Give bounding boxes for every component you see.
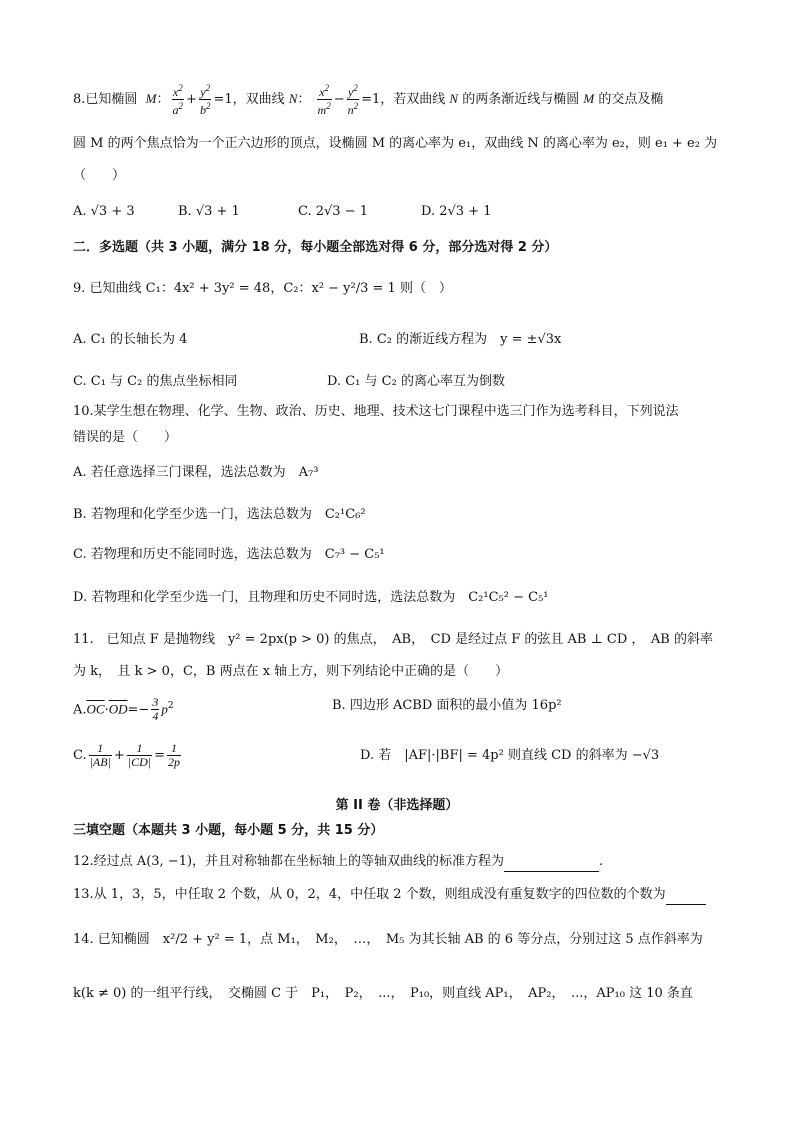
- q8-paren: （ ）: [73, 168, 126, 183]
- part-2-heading: 第 II 卷（非选择题）: [335, 798, 459, 813]
- q10-stem-1: 10.某学生想在物理、化学、生物、政治、历史、地理、技术这七门课程中选三门作为选考科目，下列说法: [73, 404, 679, 419]
- q13-text: 13.从 1，3，5，中任取 2 个数，从 0，2，4，中任取 2 个数，则组成没有重复数字的四位数的个数为: [73, 887, 666, 902]
- q9-option-b: B. C₂ 的渐近线方程为 y = ±√3x: [359, 332, 562, 347]
- q11-option-a: $A.\overline{OC}\cdot\overline{OD}=-$ $\frac{3}{4}$ $p^2$: [73, 695, 174, 724]
- q8-option-d: D. 2√3 + 1: [421, 204, 492, 219]
- q8-line2: 圆 M 的两个焦点恰为一个正六边形的顶点，设椭圆 M 的离心率为 e₁，双曲线 N 的离心率为 e₂，则 e₁ + e₂ 为: [73, 136, 718, 151]
- q13-answer-blank[interactable]: [666, 890, 706, 905]
- q10-stem-2: 错误的是（ ）: [73, 430, 178, 445]
- q11-option-c: C. $\frac{1}{|AB|}$ + $\frac{1}{|CD|}$ = $\frac{1}{2p}$: [73, 741, 180, 769]
- q10-option-d: D. 若物理和化学至少选一门，且物理和历史不同时选，选法总数为 C₂¹C₅² − C₅¹: [73, 590, 549, 605]
- q11-option-b: B. 四边形 ACBD 面积的最小值为 16p²: [332, 698, 562, 713]
- q12-period: .: [599, 854, 604, 869]
- q8-option-a: A. √3 + 3: [73, 204, 135, 219]
- q9-option-a: A. C₁ 的长轴长为 4: [73, 332, 188, 347]
- q9-stem: 9. 已知曲线 C₁：4x² + 3y² = 48，C₂：x² − y²/3 = 1 则（ ）: [73, 281, 452, 296]
- q8-option-b: B. √3 + 1: [178, 204, 240, 219]
- q14-line-2: k(k ≠ 0) 的一组平行线， 交椭圆 C 于 P₁， P₂， ...， P₁₀，则直线 AP₁， AP₂， ...，AP₁₀ 这 10 条直: [73, 986, 693, 1001]
- q8-line1: 8.已知椭圆 M： $\frac{x^2}{a^2}$ + $\frac{y^2}{b^2}$ =1，双曲线 N： $\frac{x^2}{m^2}$ − $\frac{y^2}{n^2}$ =1，若双曲线 N 的两条渐近线与椭圆 M 的交点及椭: [73, 83, 664, 117]
- q10-option-b: B. 若物理和化学至少选一门，选法总数为 C₂¹C₆²: [73, 507, 366, 522]
- q10-option-a: A. 若任意选择三门课程，选法总数为 A₇³: [73, 465, 319, 480]
- section-3-heading: 三填空题（本题共 3 小题，每小题 5 分，共 15 分）: [73, 823, 384, 838]
- q8-option-c: C. 2√3 − 1: [298, 204, 369, 219]
- section-2-heading: 二．多选题（共 3 小题，满分 18 分，每小题全部选对得 6 分，部分选对得 2 分）: [73, 240, 558, 255]
- q9-option-c: C. C₁ 与 C₂ 的焦点坐标相同: [73, 374, 238, 389]
- q11-stem-1: 11. 已知点 F 是抛物线 y² = 2px(p > 0) 的焦点， AB， CD 是经过点 F 的弦且 AB ⊥ CD ， AB 的斜率: [73, 632, 713, 647]
- q13-line: [73, 885, 706, 905]
- q11-stem-2: 为 k， 且 k > 0，C，B 两点在 x 轴上方，则下列结论中正确的是（ ）: [73, 664, 509, 679]
- q9-option-d: D. C₁ 与 C₂ 的离心率互为倒数: [327, 374, 505, 389]
- q11-option-d: D. 若 |AF|·|BF| = 4p² 则直线 CD 的斜率为 −√3: [360, 748, 660, 763]
- q10-option-c: C. 若物理和历史不能同时选，选法总数为 C₇³ − C₅¹: [73, 547, 385, 562]
- q12-answer-blank[interactable]: [504, 857, 599, 872]
- q12-text: 12.经过点 A(3, −1)，并且对称轴都在坐标轴上的等轴双曲线的标准方程为: [73, 854, 505, 869]
- q14-line-1: 14. 已知椭圆 x²/2 + y² = 1，点 M₁， M₂， …， M₅ 为其长轴 AB 的 6 等分点，分别过这 5 点作斜率为: [73, 932, 703, 947]
- q12-line: [73, 852, 603, 872]
